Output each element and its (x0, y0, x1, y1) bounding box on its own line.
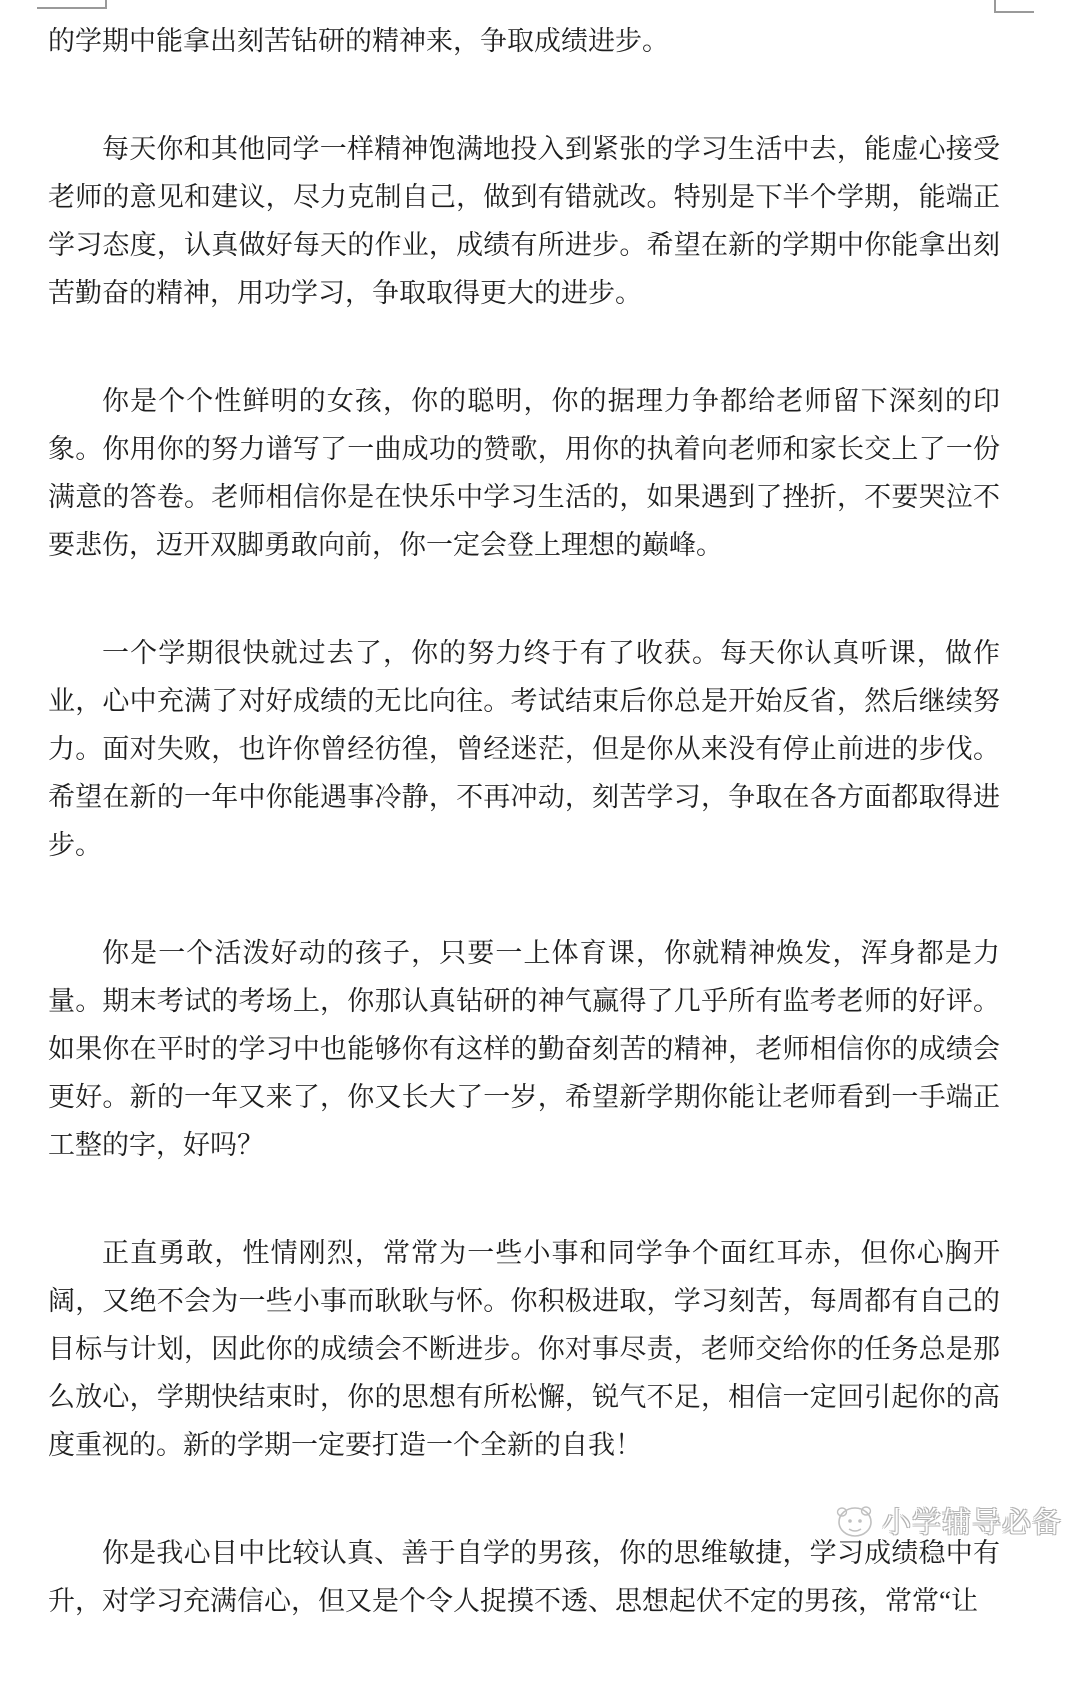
margin-mark-top-right-horizontal (994, 11, 1034, 13)
margin-mark-top-left-horizontal (37, 7, 107, 9)
document-body (48, 17, 1000, 1685)
paragraph-comment-5: 正直勇敢，性情刚烈，常常为一些小事和同学争个面红耳赤，但你心胸开阔，又绝不会为一些小事而耿耿与怀。你积极进取，学习刻苦，每周都有自己的目标与计划，因此你的成绩会不断进步。你对事尽责，老师交给你的任务总是那么放心，学期快结束时，你的思想有所松懈，锐气不足，相信一定回引起你的高度重视的。新的学期一定要打造一个全新的自我！ (48, 1238, 1000, 1460)
paragraph-comment-2: 你是个个性鲜明的女孩，你的聪明，你的据理力争都给老师留下深刻的印象。你用你的努力谱写了一曲成功的赞歌，用你的执着向老师和家长交上了一份满意的答卷。老师相信你是在快乐中学习生活的，如果遇到了挫折，不要哭泣不要悲伤，迈开双脚勇敢向前，你一定会登上理想的巅峰。 (48, 386, 1000, 560)
paragraph-continuation: 的学期中能拿出刻苦钻研的精神来，争取成绩进步。 (48, 26, 669, 56)
watermark-label: 小学辅导必备 (882, 1507, 1063, 1539)
paragraph-comment-3: 一个学期很快就过去了，你的努力终于有了收获。每天你认真听课，做作业，心中充满了对好成绩的无比向往。考试结束后你总是开始反省，然后继续努力。面对失败，也许你曾经彷徨，曾经迷茫，但是你从来没有停止前进的步伐。希望在新的一年中你能遇事冷静，不再冲动，刻苦学习，争取在各方面都取得进步。 (48, 638, 1000, 860)
margin-mark-top-left-vertical (105, 0, 107, 9)
paragraph-comment-1: 每天你和其他同学一样精神饱满地投入到紧张的学习生活中去，能虚心接受老师的意见和建议，尽力克制自己，做到有错就改。特别是下半个学期，能端正学习态度，认真做好每天的作业，成绩有所进步。希望在新的学期中你能拿出刻苦勤奋的精神，用功学习，争取取得更大的进步。 (48, 134, 1000, 308)
paragraph-comment-6: 你是我心目中比较认真、善于自学的男孩，你的思维敏捷，学习成绩稳中有升，对学习充满信心，但又是个令人捉摸不透、思想起伏不定的男孩，常常“让 (48, 1538, 1000, 1616)
paragraph-comment-4: 你是一个活泼好动的孩子，只要一上体育课，你就精神焕发，浑身都是力量。期末考试的考场上，你那认真钻研的神气赢得了几乎所有监考老师的好评。如果你在平时的学习中也能够你有这样的勤奋刻苦的精神，老师相信你的成绩会更好。新的一年又来了，你又长大了一岁，希望新学期你能让老师看到一手端正工整的字，好吗？ (48, 938, 1000, 1160)
